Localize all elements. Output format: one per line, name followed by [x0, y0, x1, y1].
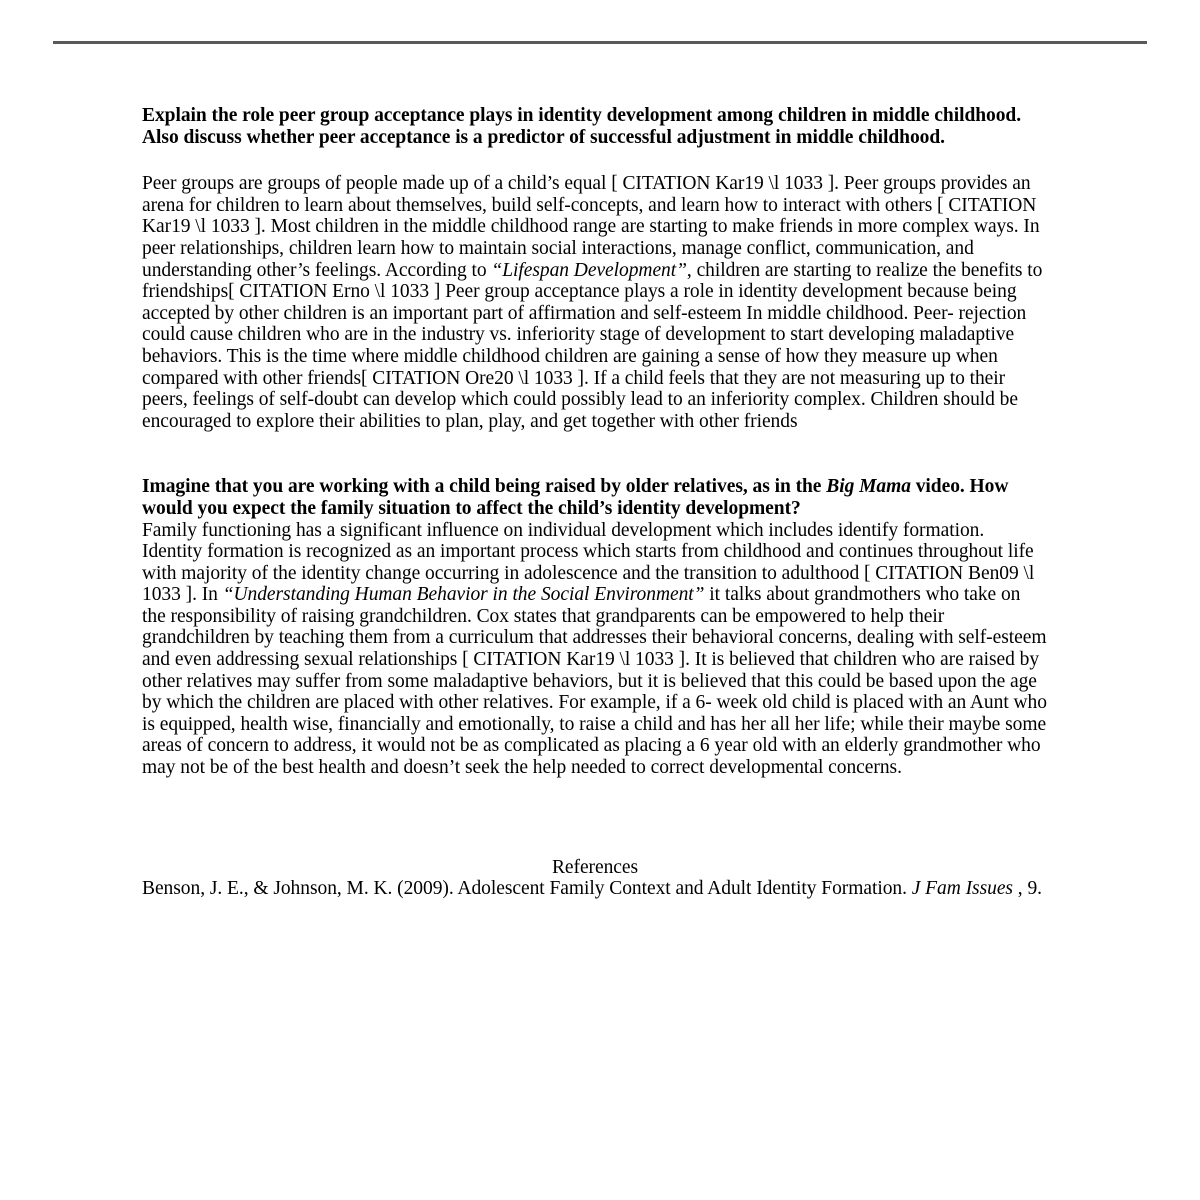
section-2-heading-text-b: video. How would you expect the family situation to affect the child’s identity development?: [142, 476, 1009, 519]
reference-entry-text-b: , 9.: [1012, 878, 1042, 900]
section-2-paragraph-italic-title: “Understanding Human Behavior in the Social Environment”: [222, 584, 705, 606]
section-2-paragraph-text-b: it talks about grandmothers who take on the responsibility of raising grandchildren. Cox states that grandparents can be empowered to help their grandchildren by teaching them from a curriculum that addresses their behavioral concerns, dealing with self-esteem and even addressing sexual relationships [ CITATION Kar19 \l 1033 ]. It is believed that children who are raised by other relatives may suffer from some maladaptive behaviors, but it is believed that this could be based upon the age by which the children are placed with other relatives. For example, if a 6- week old child is placed with an Aunt who is equipped, health wise, financially and emotionally, to raise a child and has her all her life; while their maybe some areas of concern to address, it would not be as complicated as placing a 6 year old with an elderly grandmother who may not be of the best health and doesn’t seek the help needed to correct developmental concerns.: [142, 584, 1047, 779]
section-1-paragraph-text-b: , children are starting to realize the benefits to friendships[ CITATION Erno \l 1033 ] Peer group acceptance plays a role in identity development because being accepted by other children is an important part of affirmation and self-esteem In middle childhood. Peer- rejection could cause children who are in the industry vs. inferiority stage of development to start developing maladaptive behaviors. This is the time where middle childhood children are gaining a sense of how they measure up when compared with other friends[ CITATION Ore20 \l 1033 ]. If a child feels that they are not measuring up to their peers, feelings of self-doubt can develop which could possibly lead to an inferiority complex. Children should be encouraged to explore their abilities to plan, play, and get together with other friends: [142, 259, 1043, 432]
section-2-heading-italic-title: Big Mama: [826, 476, 911, 498]
section-1-paragraph: [142, 173, 1048, 432]
spacer-after-heading-1: [142, 148, 1048, 173]
header-horizontal-rule: [53, 41, 1147, 44]
section-1-paragraph-italic-title: “Lifespan Development”: [491, 259, 687, 281]
reference-entry-italic-journal: J Fam Issues: [911, 878, 1013, 900]
document-body: [142, 105, 1048, 900]
reference-entry: [142, 878, 1048, 900]
section-2-heading: [142, 476, 1048, 519]
spacer-between-sections: [142, 432, 1048, 476]
section-2-paragraph: [142, 520, 1048, 779]
section-2-heading-text-a: Imagine that you are working with a child being raised by older relatives, as in the: [142, 476, 827, 498]
section-2-paragraph-text-a: Family functioning has a significant influence on individual development which includes identify formation. Identity formation is recognized as an important process which starts from childhood and continues throughout life with majority of the identity change occurring in adolescence and the transition to adulthood [ CITATION Ben09 \l 1033 ]. In: [142, 519, 1035, 606]
spacer-before-references: [142, 779, 1048, 857]
references-heading: References: [551, 856, 639, 878]
section-1-paragraph-text-a: Peer groups are groups of people made up of a child’s equal [ CITATION Kar19 \l 1033 ]. Peer groups provides an arena for children to learn about themselves, build self-concepts, and learn how to interact with others [ CITATION Kar19 \l 1033 ]. Most children in the middle childhood range are starting to make friends in more complex ways. In peer relationships, children learn how to maintain social interactions, manage conflict, communication, and understanding other’s feelings. According to: [142, 173, 1040, 281]
reference-entry-text-a: Benson, J. E., & Johnson, M. K. (2009). Adolescent Family Context and Adult Identity Formation.: [142, 878, 912, 900]
section-1-heading: Explain the role peer group acceptance plays in identity development among children in middle childhood. Also discuss whether peer acceptance is a predictor of successful adjustment in middle childhood.: [142, 105, 1022, 148]
